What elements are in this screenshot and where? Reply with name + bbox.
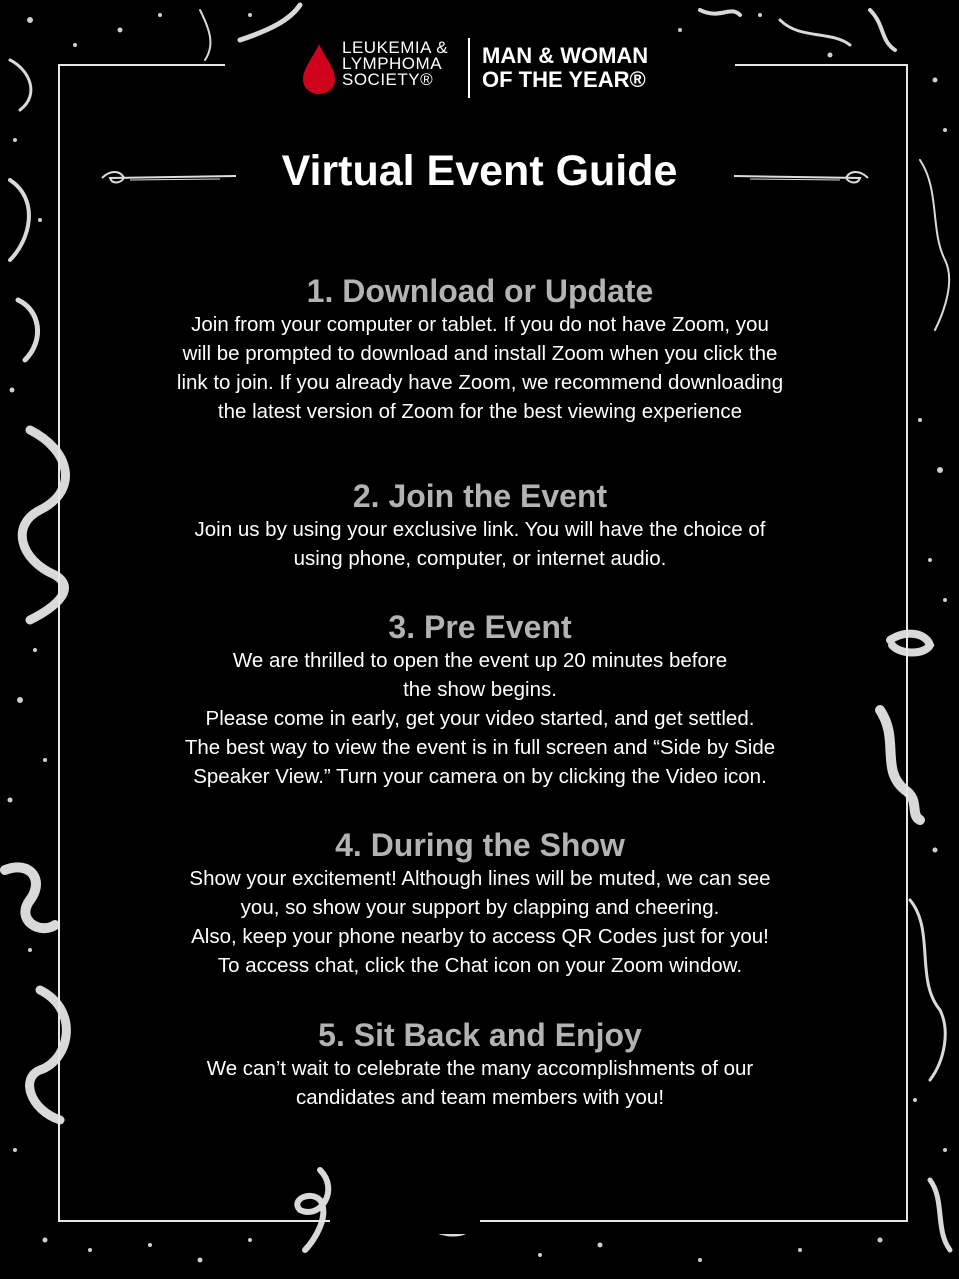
body-line: will be prompted to download and install Zoom when you click the (182, 342, 778, 365)
section-body (100, 1054, 860, 1112)
body-line: candidates and team members with you! (295, 1086, 665, 1109)
section-heading: 4. During the Show (335, 827, 625, 863)
page-title: Virtual Event Guide (281, 147, 678, 195)
section-body (100, 310, 860, 426)
section-sit-back-enjoy (100, 1016, 860, 1112)
campaign-logo-text: MAN & WOMAN OF THE YEAR® (482, 43, 649, 92)
body-line: We are thrilled to open the event up 20 minutes before (232, 649, 728, 672)
section-body (100, 515, 860, 573)
section-pre-event (100, 608, 860, 791)
section-heading: 1. Download or Update (306, 273, 654, 309)
section-heading: 2. Join the Event (352, 478, 608, 514)
body-line: Join from your computer or tablet. If you do not have Zoom, you (191, 313, 769, 336)
logo-divider (468, 38, 470, 98)
body-line: Also, keep your phone nearby to access QR Codes just for you! (191, 925, 769, 948)
body-line: you, so show your support by clapping and cheering. (240, 896, 720, 919)
body-line: the latest version of Zoom for the best viewing experience (217, 400, 743, 423)
body-line: To access chat, click the Chat icon on your Zoom window. (217, 954, 743, 977)
section-join-event (100, 477, 860, 573)
section-during-show (100, 826, 860, 980)
organization-logo-text: LEUKEMIA & LYMPHOMA SOCIETY® (342, 38, 449, 89)
body-line: Speaker View.” Turn your camera on by clicking the Video icon. (193, 765, 767, 788)
section-heading: 3. Pre Event (388, 609, 572, 645)
logo (300, 38, 680, 100)
body-line: Join us by using your exclusive link. You will have the choice of (194, 518, 766, 541)
body-line: Please come in early, get your video started, and get settled. (205, 707, 755, 730)
section-body (100, 864, 860, 980)
section-download-update (100, 272, 860, 426)
section-heading: 5. Sit Back and Enjoy (318, 1017, 642, 1053)
body-line: using phone, computer, or internet audio. (293, 547, 667, 570)
body-line: We can’t wait to celebrate the many accomplishments of our (206, 1057, 754, 1080)
body-line: Show your excitement! Although lines will be muted, we can see (189, 867, 771, 890)
section-body (100, 646, 860, 791)
flourish-right-icon (730, 168, 870, 188)
blood-drop-icon (302, 42, 336, 96)
body-line: the show begins. (403, 678, 557, 701)
body-line: The best way to view the event is in full screen and “Side by Side (184, 736, 776, 759)
body-line: link to join. If you already have Zoom, we recommend downloading (176, 371, 784, 394)
